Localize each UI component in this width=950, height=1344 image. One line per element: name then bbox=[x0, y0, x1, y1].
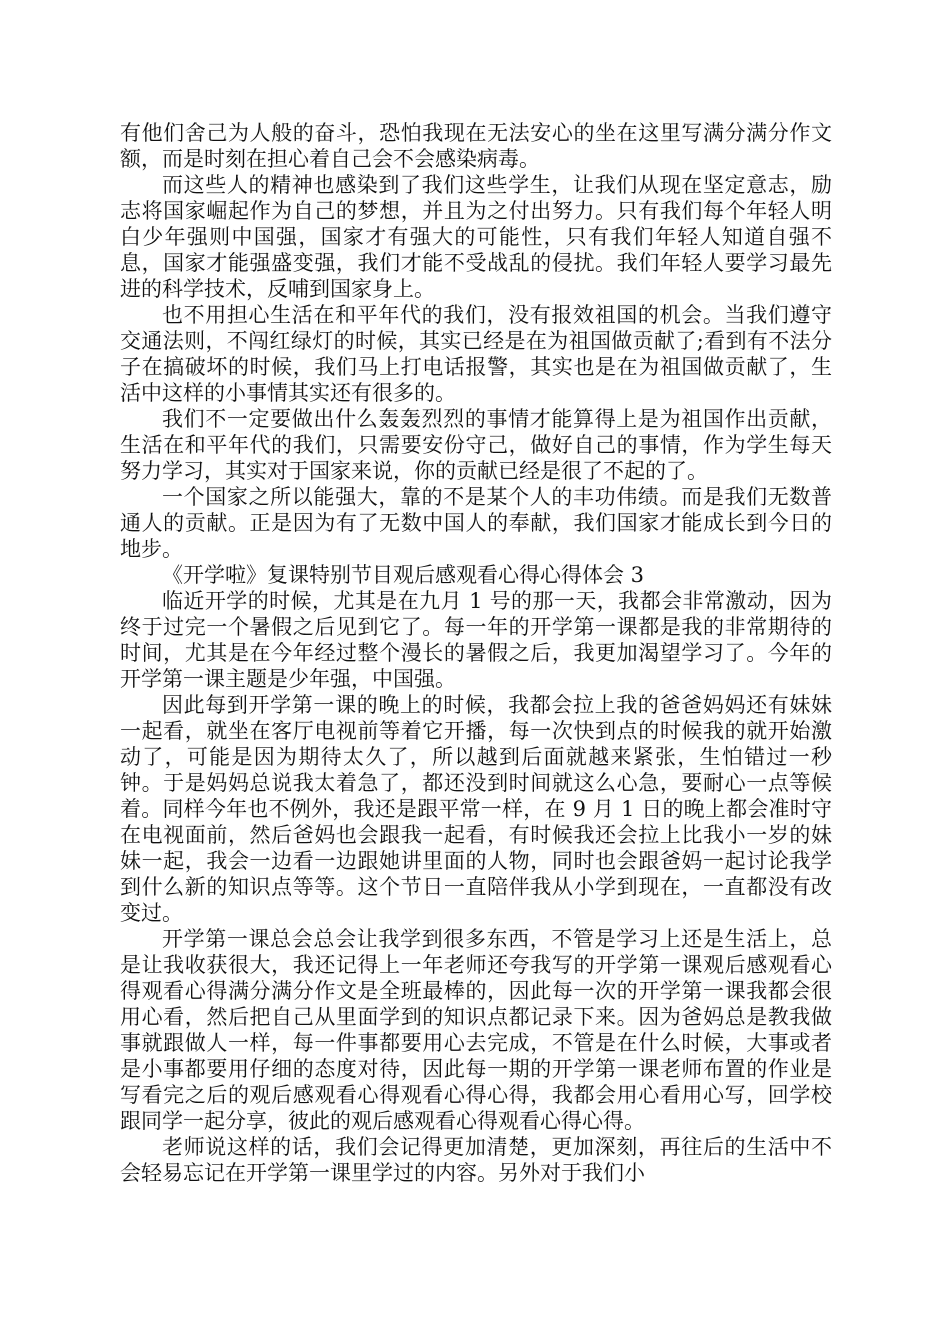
paragraph-6: 临近开学的时候，尤其是在九月 1 号的那一天，我都会非常激动，因为终于过完一个暑假之后见到它了。每一年的开学第一课都是我的非常期待的时间，尤其是在今年经过整个漫长的暑假之后，我更加渴望学习了。今年的开学第一课主题是少年强，中国强。 bbox=[120, 589, 832, 691]
paragraph-7: 因此每到开学第一课的晚上的时候，我都会拉上我的爸爸妈妈还有妹妹一起看，就坐在客厅电视前等着它开播，每一次快到点的时候我的就开始激动了，可能是因为期待太久了，所以越到后面就越来紧张，生怕错过一秒钟。于是妈妈总说我太着急了，都还没到时间就这么心急，要耐心一点等候着。同样今年也不例外，我还是跟平常一样，在 9 月 1 日的晚上都会准时守在电视面前，然后爸妈也会跟我一起看，有时候我还会拉上比我小一岁的妹妹一起，我会一边看一边跟她讲里面的人物，同时也会跟爸妈一起讨论我学到什么新的知识点等等。这个节日一直陪伴我从小学到现在，一直都没有改变过。 bbox=[120, 693, 832, 925]
section-heading: 《开学啦》复课特别节目观后感观看心得心得体会 3 bbox=[162, 563, 645, 587]
paragraph-8: 开学第一课总会总会让我学到很多东西，不管是学习上还是生活上，总是让我收获很大，我还记得上一年老师还夸我写的开学第一课观后感观看心得观看心得满分满分作文是全班最棒的，因此每一次的开学第一课我都会很用心看，然后把自己从里面学到的知识点都记录下来。因为爸妈总是教我做事就跟做人一样，每一件事都要用心去完成，不管是在什么时候，大事或者是小事都要用仔细的态度对待，因此每一期的开学第一课老师布置的作业是写看完之后的观后感观看心得观看心得心得，我都会用心看用心写，回学校跟同学一起分享，彼此的观后感观看心得观看心得心得。 bbox=[120, 927, 832, 1133]
paragraph-4: 我们不一定要做出什么轰轰烈烈的事情才能算得上是为祖国作出贡献，生活在和平年代的我们，只需要安份守己，做好自己的事情，作为学生每天努力学习，其实对于国家来说，你的贡献已经是很了不起的了。 bbox=[120, 407, 832, 483]
paragraph-1: 有他们舍己为人般的奋斗，恐怕我现在无法安心的坐在这里写满分满分作文额，而是时刻在担心着自己会不会感染病毒。 bbox=[120, 121, 832, 171]
paragraph-3: 也不用担心生活在和平年代的我们，没有报效祖国的机会。当我们遵守交通法则，不闯红绿灯的时候，其实已经是在为祖国做贡献了;看到有不法分子在搞破坏的时候，我们马上打电话报警，其实也是在为祖国做贡献了，生活中这样的小事情其实还有很多的。 bbox=[120, 303, 832, 405]
document-body bbox=[120, 120, 832, 1186]
paragraph-9: 老师说这样的话，我们会记得更加清楚，更加深刻，再往后的生活中不会轻易忘记在开学第一课里学过的内容。另外对于我们小 bbox=[120, 1135, 832, 1185]
paragraph-5: 一个国家之所以能强大，靠的不是某个人的丰功伟绩。而是我们无数普通人的贡献。正是因为有了无数中国人的奉献，我们国家才能成长到今日的地步。 bbox=[120, 485, 832, 561]
paragraph-2: 而这些人的精神也感染到了我们这些学生，让我们从现在坚定意志，励志将国家崛起作为自己的梦想，并且为之付出努力。只有我们每个年轻人明白少年强则中国强，国家才有强大的可能性，只有我们年轻人知道自强不息，国家才能强盛变强，我们才能不受战乱的侵扰。我们年轻人要学习最先进的科学技术，反哺到国家身上。 bbox=[120, 173, 832, 301]
